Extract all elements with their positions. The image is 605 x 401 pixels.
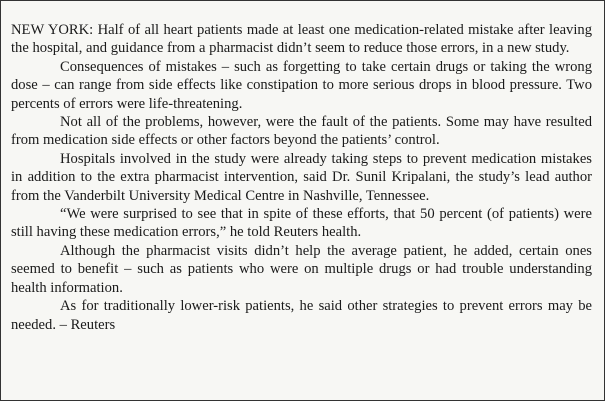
article-paragraph-7: As for traditionally lower-risk patients, he said other strategies to prevent errors may be needed. – Reuters (11, 298, 592, 333)
article-paragraph-4: Hospitals involved in the study were already taking steps to prevent medication mistakes in addition to the extra pharmacist intervention, said Dr. Sunil Kripalani, the study’s lead author from the Vanderbilt University Medical Centre in Nashville, Tennessee. (11, 150, 592, 204)
article-paragraph-2: Consequences of mistakes – such as forgetting to take certain drugs or taking the wrong dose – can range from side effects like constipation to more serious drops in blood pressure. Two percents of errors were life-threatening. (11, 58, 592, 112)
article-paragraph-1: NEW YORK: Half of all heart patients made at least one medication-related mistake after leaving the hospital, and guidance from a pharmacist didn’t seem to reduce those errors, in a new study. (11, 22, 592, 57)
article-paragraph-6: Although the pharmacist visits didn’t help the average patient, he added, certain ones seemed to benefit – such as patients who were on multiple drugs or had trouble understanding health information. (11, 242, 592, 296)
article-paragraph-5: “We were surprised to see that in spite of these efforts, that 50 percent (of patients) were still having these medication errors,” he told Reuters health. (11, 206, 592, 241)
article-paragraph-3: Not all of the problems, however, were the fault of the patients. Some may have resulted from medication side effects or other factors beyond the patients’ control. (11, 114, 592, 149)
